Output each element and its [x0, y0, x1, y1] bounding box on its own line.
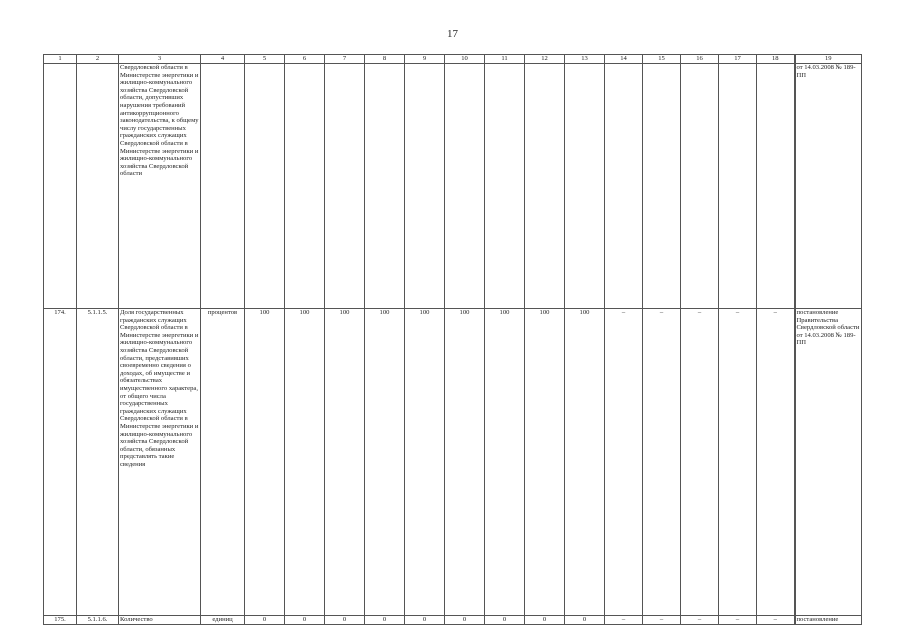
- value-cell: –: [605, 309, 643, 616]
- value-cell: [719, 64, 757, 309]
- row-number: 175.: [44, 616, 77, 625]
- value-cell: 100: [285, 309, 325, 616]
- value-cell: [681, 64, 719, 309]
- value-cell: [285, 64, 325, 309]
- value-cell: 0: [445, 616, 485, 625]
- value-cell: 0: [325, 616, 365, 625]
- source-document: постановление Правительства Свердловской области от 14.03.2008 № 189-ПП: [795, 309, 862, 616]
- column-header: 3: [119, 55, 201, 64]
- table-row: [44, 309, 862, 616]
- value-cell: [643, 64, 681, 309]
- value-cell: [245, 64, 285, 309]
- column-header: 18: [757, 55, 795, 64]
- value-cell: –: [643, 309, 681, 616]
- column-header: 14: [605, 55, 643, 64]
- column-header: 2: [77, 55, 119, 64]
- column-header: 4: [201, 55, 245, 64]
- table-row: [44, 616, 862, 625]
- value-cell: –: [681, 309, 719, 616]
- row-code: [77, 64, 119, 309]
- indicator-name: Свердловской области в Министерстве энергетики и жилищно-коммунального хозяйства Свердловской области, допустивших нарушения требований антикоррупционного законодательства, к общему числу государственных гражданских служащих Свердловской области в Министерстве энергетики и жилищно-коммунального хозяйства Свердловской области: [119, 64, 201, 309]
- value-cell: [565, 64, 605, 309]
- page-number: 17: [447, 28, 458, 40]
- indicator-name: Доля государственных гражданских служащих Свердловской области в Министерстве энергетики и жилищно-коммунального хозяйства Свердловской области, представивших своевременно сведения о доходах, об имуществе и обязательствах имущественного характера, от общего числа государственных гражданских служащих Свердловской области в Министерстве энергетики и жилищно-коммунального хозяйства Свердловской области, обязанных представлять такие сведения: [119, 309, 201, 616]
- column-number-row: [44, 55, 862, 64]
- value-cell: –: [605, 616, 643, 625]
- value-cell: [365, 64, 405, 309]
- value-cell: [605, 64, 643, 309]
- value-cell: –: [719, 616, 757, 625]
- value-cell: 0: [245, 616, 285, 625]
- unit: [201, 64, 245, 309]
- column-header: 19: [795, 55, 862, 64]
- value-cell: [445, 64, 485, 309]
- value-cell: 0: [485, 616, 525, 625]
- value-cell: 0: [285, 616, 325, 625]
- column-header: 13: [565, 55, 605, 64]
- value-cell: 100: [565, 309, 605, 616]
- value-cell: [325, 64, 365, 309]
- value-cell: 0: [565, 616, 605, 625]
- indicator-name: Количество: [119, 616, 201, 625]
- value-cell: [525, 64, 565, 309]
- column-header: 16: [681, 55, 719, 64]
- value-cell: 100: [325, 309, 365, 616]
- column-header: 6: [285, 55, 325, 64]
- value-cell: –: [681, 616, 719, 625]
- value-cell: –: [757, 309, 795, 616]
- source-document: от 14.03.2008 № 189-ПП: [795, 64, 862, 309]
- value-cell: –: [643, 616, 681, 625]
- value-cell: 100: [525, 309, 565, 616]
- value-cell: 100: [485, 309, 525, 616]
- row-number: [44, 64, 77, 309]
- column-header: 1: [44, 55, 77, 64]
- column-header: 15: [643, 55, 681, 64]
- row-number: 174.: [44, 309, 77, 616]
- column-header: 5: [245, 55, 285, 64]
- value-cell: 0: [405, 616, 445, 625]
- value-cell: –: [757, 616, 795, 625]
- source-document: постановление: [795, 616, 862, 625]
- table-row: [44, 64, 862, 309]
- column-header: 7: [325, 55, 365, 64]
- value-cell: 100: [365, 309, 405, 616]
- indicators-table: [43, 54, 862, 625]
- value-cell: [757, 64, 795, 309]
- unit: процентов: [201, 309, 245, 616]
- unit: единиц: [201, 616, 245, 625]
- row-code: 5.1.1.5.: [77, 309, 119, 616]
- column-header: 11: [485, 55, 525, 64]
- column-header: 8: [365, 55, 405, 64]
- value-cell: 100: [445, 309, 485, 616]
- value-cell: 100: [405, 309, 445, 616]
- value-cell: 0: [525, 616, 565, 625]
- value-cell: [405, 64, 445, 309]
- column-header: 17: [719, 55, 757, 64]
- value-cell: 100: [245, 309, 285, 616]
- value-cell: [485, 64, 525, 309]
- value-cell: 0: [365, 616, 405, 625]
- column-header: 10: [445, 55, 485, 64]
- row-code: 5.1.1.6.: [77, 616, 119, 625]
- column-header: 9: [405, 55, 445, 64]
- value-cell: –: [719, 309, 757, 616]
- column-header: 12: [525, 55, 565, 64]
